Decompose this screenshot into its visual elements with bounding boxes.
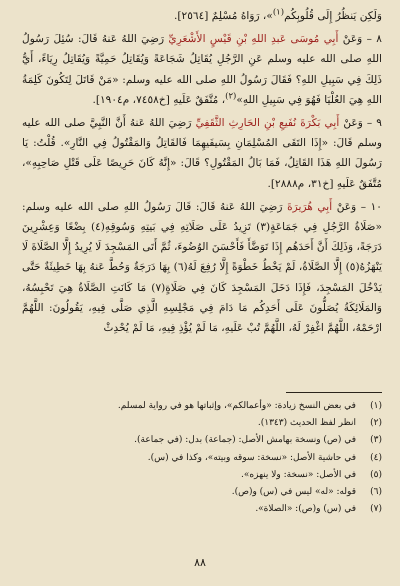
intro-line bbox=[22, 6, 382, 26]
footnote-text: في (س) و(ص): «الصلاة». bbox=[255, 504, 356, 515]
footnote-2 bbox=[22, 415, 382, 432]
footnote-number: (٥) bbox=[370, 469, 382, 480]
footnotes bbox=[22, 398, 382, 518]
main-text bbox=[22, 6, 382, 341]
footnote-text: في (ص) ونسخة بهامش الأصل: (جماعة) بدل: (في جماعة). bbox=[134, 435, 356, 446]
footnote-number: (٣) bbox=[370, 435, 382, 446]
footnote-text: في بعض النسخ زيادة: «وأعمالكم»، وإثباتها هو في رواية لمسلم. bbox=[117, 401, 356, 411]
hadith-8-source: ، مُتَّفَقٌ عَلَيهِ [خ٧٤٥٨، م١٩٠٤]. bbox=[92, 93, 226, 106]
footnote-text: في حاشية الأصل: «نسخة: سوقه وبيته»، وكذا في (س). bbox=[147, 452, 356, 463]
hadith-10 bbox=[22, 197, 382, 338]
hadith-10-narrator: أَبِي هُرَيرَةَ bbox=[287, 200, 333, 213]
footnote-5 bbox=[22, 467, 382, 484]
footnote-3 bbox=[22, 432, 382, 449]
hadith-8-text: رَضِيَ اللهُ عَنهُ قَالَ: سُئِلَ رَسُولُ اللهِ صلى الله عليه وسلم عَنِ الرَّجُلِ يُقَاتِلُ شَجَاعَةً وَيُقَاتِلُ حَمِيَّةً وَيُقَاتِلُ رِيَاءً، أَيُّ ذَلِكَ فِي سَبِيلِ اللهِ؟ فَقَالَ رَسُولُ اللهِ صلى الله عليه وسلم: «مَنْ قَاتَلَ لِتَكُونَ كَلِمَةُ اللهِ هِيَ العُلْيَا فَهُوَ فِي سَبِيلِ اللهِ» bbox=[22, 33, 382, 106]
hadith-8-number: ٨ – وَعَنْ bbox=[342, 33, 382, 46]
footnote-separator bbox=[286, 392, 382, 393]
footnote-1 bbox=[22, 398, 382, 415]
footnote-text: في الأصل: «نسخة: ولا ينهزه». bbox=[241, 469, 356, 480]
footnote-4 bbox=[22, 450, 382, 467]
intro-text: وَلَكِن يَنظُرُ إِلَى قُلُوبِكُم bbox=[284, 10, 382, 22]
intro-source: »، رَوَاهُ مُسْلِمٌ [٢٥٦٤]. bbox=[174, 10, 273, 22]
footnote-6 bbox=[22, 484, 382, 501]
hadith-8-narrator: أَبِي مُوسَى عَبدِ اللهِ بْنِ قَيْسٍ الأَشْعَرِيِّ bbox=[168, 33, 339, 46]
footnote-7 bbox=[22, 501, 382, 518]
footnote-number: (٧) bbox=[370, 504, 382, 515]
footnote-ref-1[interactable]: (١) bbox=[272, 7, 285, 18]
footnote-number: (٦) bbox=[370, 487, 382, 498]
footnote-text: انظر لفظ الحديث (١٣٤٣). bbox=[257, 418, 356, 429]
hadith-9 bbox=[22, 113, 382, 194]
hadith-9-text: رَضِيَ اللهُ عَنهُ أَنَّ النَّبِيَّ صلى الله عليه وسلم قَالَ: «إِذَا التَقَى المُسْلِمَانِ بِسَيفَيهِمَا فَالقَاتِلُ وَالمَقْتُولُ فِي النَّارِ». قُلْتُ: يَا رَسُولَ اللهِ هَذَا القَاتِلُ، فَمَا بَالُ المَقْتُولِ؟ قَالَ: «إِنَّهُ كَانَ حَرِيصًا عَلَى قَتْلِ صَاحِبِهِ»، مُتَّفَقٌ عَلَيهِ [خ٣١، م٢٨٨٨]. bbox=[22, 117, 382, 190]
hadith-9-narrator: أَبِي بَكْرَةَ نُفَيعِ بْنِ الحَارِثِ الثَّقَفِيِّ bbox=[195, 117, 340, 130]
footnote-number: (٤) bbox=[370, 452, 382, 463]
hadith-8 bbox=[22, 29, 382, 110]
footnote-text: قوله: «له» ليس في (س) و(ص). bbox=[231, 487, 356, 498]
page-number: ٨٨ bbox=[194, 556, 206, 569]
hadith-10-text: رَضِيَ اللهُ عَنهُ قَالَ: قَالَ رَسُولُ اللهِ صلى الله عليه وسلم: «صَلَاةُ الرَّجُلِ فِي جَمَاعَةٍ(٣) تَزِيدُ عَلَى صَلَاتِهِ فِي بَيتِهِ وَسُوقِهِ(٤) بِضْعًا وَعِشْرِينَ دَرَجَةً، وَذَلِكَ أَنَّ أَحَدَهُم إِذَا تَوَضَّأَ فَأَحْسَنَ الوُضُوءَ، ثُمَّ أَتَى المَسْجِدَ لَا يُرِيدُ إِلَّا الصَّلَاةَ لَا يَنْهَزُهُ(٥) إِلَّا الصَّلَاةُ، لَمْ يَخْطُ خَطْوَةً إِلَّا رُفِعَ لَهُ(٦) بِهَا دَرَجَةٌ وَحُطَّ عَنهُ بِهَا خَطِيئَةٌ حَتَّى يَدْخُلَ المَسْجِدَ، فَإِذَا دَخَلَ المَسْجِدَ كَانَ فِي صَلَاةٍ(٧) مَا كَانَتِ الصَّلَاةُ هِيَ تَحْبِسُهُ، وَالمَلَائِكَةُ يُصَلُّونَ عَلَى أَحَدِكُم مَا دَامَ فِي مَجْلِسِهِ الَّذِي صَلَّى فِيهِ، يَقُولُونَ: اللَّهُمَّ ارْحَمْهُ، اللَّهُمَّ اغْفِرْ لَهُ، اللَّهُمَّ تُبْ عَلَيهِ، مَا لَمْ يُؤْذِ فِيهِ، مَا لَمْ يُحْدِثْ bbox=[22, 200, 382, 335]
footnote-ref-2[interactable]: (٢) bbox=[225, 91, 237, 102]
footnote-number: (١) bbox=[370, 401, 382, 411]
hadith-9-number: ٩ – وَعَنْ bbox=[343, 117, 382, 130]
hadith-10-number: ١٠ – وَعَنْ bbox=[336, 200, 382, 213]
footnote-number: (٢) bbox=[370, 418, 382, 429]
